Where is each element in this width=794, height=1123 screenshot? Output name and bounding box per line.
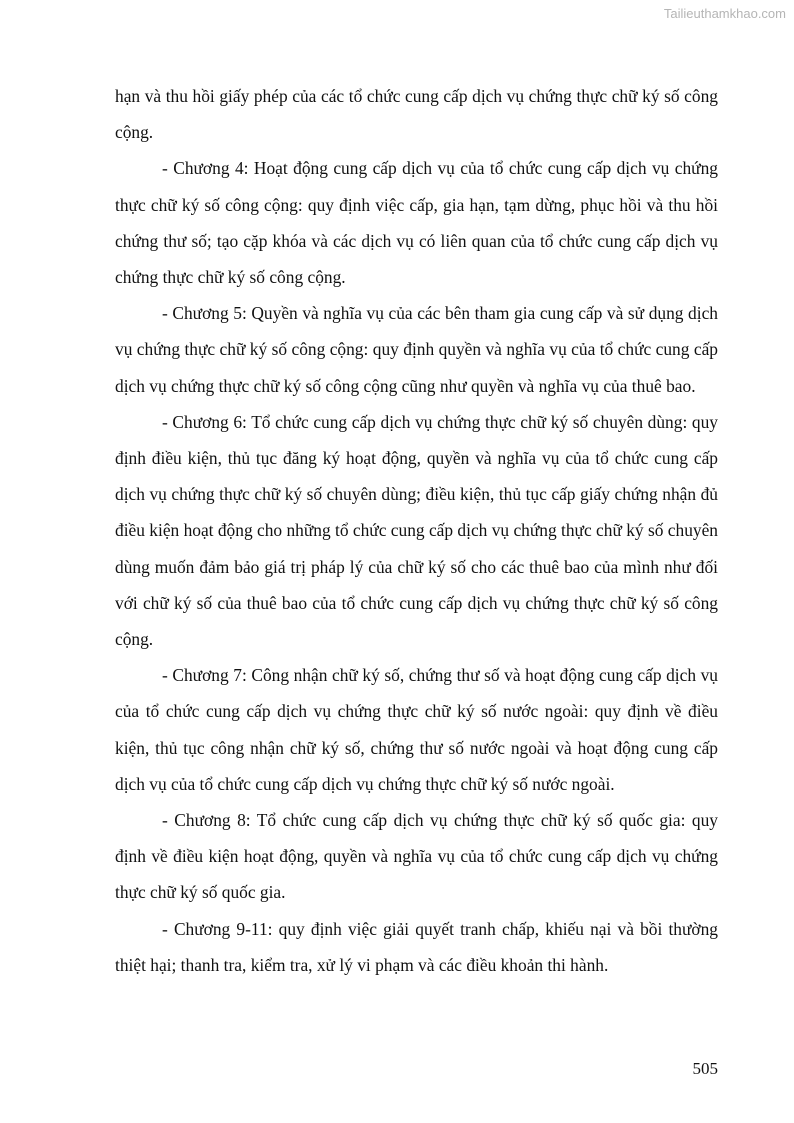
paragraph-chapter-5: - Chương 5: Quyền và nghĩa vụ của các bên tham gia cung cấp và sử dụng dịch vụ chứng thực chữ ký số công cộng: quy định quyền và nghĩa vụ của tổ chức cung cấp dịch vụ chứng thực chữ ký số công cộng cũng như quyền và nghĩa vụ của thuê bao. (115, 303, 718, 396)
paragraph-chapter-9-11: - Chương 9-11: quy định việc giải quyết tranh chấp, khiếu nại và bồi thường thiệt hại; thanh tra, kiểm tra, xử lý vi phạm và các điều khoản thi hành. (115, 918, 718, 975)
paragraph-chapter-4: - Chương 4: Hoạt động cung cấp dịch vụ của tổ chức cung cấp dịch vụ chứng thực chữ ký số công cộng: quy định việc cấp, gia hạn, tạm dừng, phục hồi và thu hồi chứng thư số; tạo cặp khóa và các dịch vụ có liên quan của tổ chức cung cấp dịch vụ chứng thực chữ ký số công cộng. (115, 158, 718, 288)
document-body (115, 78, 718, 983)
paragraph-chapter-7: - Chương 7: Công nhận chữ ký số, chứng thư số và hoạt động cung cấp dịch vụ của tổ chức cung cấp dịch vụ chứng thực chữ ký số nước ngoài: quy định về điều kiện, thủ tục công nhận chữ ký số, chứng thư số nước ngoài và hoạt động cung cấp dịch vụ của tổ chức cung cấp dịch vụ chứng thực chữ ký số nước ngoài. (115, 665, 718, 794)
page-number: 505 (692, 1059, 718, 1078)
watermark-text: Tailieuthamkhao.com (663, 6, 786, 21)
paragraph-chapter-8: - Chương 8: Tổ chức cung cấp dịch vụ chứng thực chữ ký số quốc gia: quy định về điều kiện hoạt động, quyền và nghĩa vụ của tổ chức cung cấp dịch vụ chứng thực chữ ký số quốc gia. (115, 810, 718, 903)
paragraph-continuation: hạn và thu hồi giấy phép của các tổ chức cung cấp dịch vụ chứng thực chữ ký số công cộng. (115, 86, 718, 143)
paragraph-chapter-6: - Chương 6: Tổ chức cung cấp dịch vụ chứng thực chữ ký số chuyên dùng: quy định điều kiện, thủ tục đăng ký hoạt động, quyền và nghĩa vụ của tổ chức cung cấp dịch vụ chứng thực chữ ký số chuyên dùng; điều kiện, thủ tục cấp giấy chứng nhận đủ điều kiện hoạt động cho những tổ chức cung cấp dịch vụ chứng thực chữ ký số chuyên dùng muốn đảm bảo giá trị pháp lý của chữ ký số cho các thuê bao của mình như đối với chữ ký số của thuê bao của tổ chức cung cấp dịch vụ chứng thực chữ ký số công cộng. (115, 411, 718, 650)
